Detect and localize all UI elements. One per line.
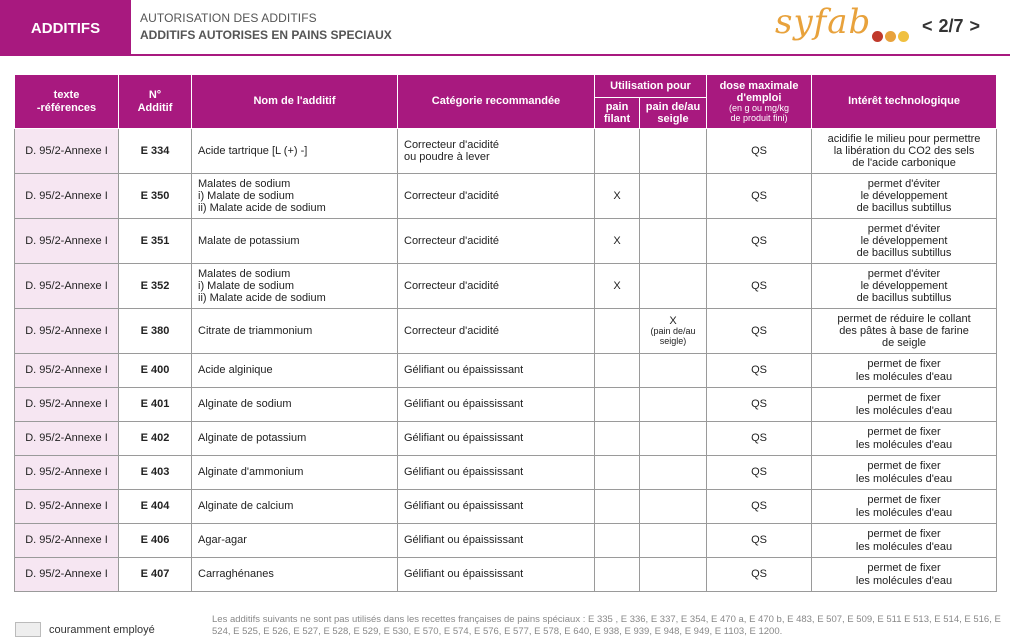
- cell-dose: QS: [707, 309, 812, 354]
- cell-pain-seigle: [640, 129, 707, 174]
- header-dose-title: dose maximale d'emploi: [719, 79, 799, 104]
- cell-name: Alginate d'ammonium: [192, 456, 398, 490]
- pager: [922, 16, 980, 37]
- cell-number: E 401: [119, 388, 192, 422]
- logo-dots: [872, 31, 909, 42]
- cell-interet: permet de fixer les molécules d'eau: [812, 524, 997, 558]
- cell-pain-seigle: [640, 354, 707, 388]
- cell-ref: D. 95/2-Annexe I: [15, 264, 119, 309]
- cell-pain-seigle: [640, 264, 707, 309]
- cell-name: Carraghénanes: [192, 558, 398, 592]
- cell-category: Correcteur d'acidité: [398, 219, 595, 264]
- cell-number: E 406: [119, 524, 192, 558]
- syfab-logo: syfab: [775, 2, 872, 42]
- breadcrumb-line-2: ADDITIFS AUTORISES EN PAINS SPECIAUX: [140, 28, 392, 42]
- cell-pain-filant: [595, 388, 640, 422]
- cell-ref: D. 95/2-Annexe I: [15, 129, 119, 174]
- section-title: ADDITIFS: [0, 0, 131, 56]
- table-row: [15, 129, 997, 174]
- cell-category: Gélifiant ou épaississant: [398, 456, 595, 490]
- cell-dose: QS: [707, 490, 812, 524]
- cell-category: Gélifiant ou épaississant: [398, 388, 595, 422]
- cell-category: Correcteur d'acidité: [398, 309, 595, 354]
- cell-dose: QS: [707, 422, 812, 456]
- cell-category: Gélifiant ou épaississant: [398, 524, 595, 558]
- table-row: [15, 309, 997, 354]
- cell-number: E 403: [119, 456, 192, 490]
- table-row: [15, 524, 997, 558]
- cell-name: Alginate de potassium: [192, 422, 398, 456]
- table-row: [15, 422, 997, 456]
- cell-pain-filant: X: [595, 264, 640, 309]
- cell-number: E 351: [119, 219, 192, 264]
- legend-label: couramment employé: [49, 623, 155, 636]
- cell-dose: QS: [707, 219, 812, 264]
- cell-interet: permet de fixer les molécules d'eau: [812, 456, 997, 490]
- cell-category: Correcteur d'acidité: [398, 264, 595, 309]
- cell-interet: permet de fixer les molécules d'eau: [812, 558, 997, 592]
- cell-number: E 350: [119, 174, 192, 219]
- cell-number: E 404: [119, 490, 192, 524]
- table-row: [15, 219, 997, 264]
- cell-ref: D. 95/2-Annexe I: [15, 524, 119, 558]
- cell-pain-filant: [595, 456, 640, 490]
- cell-number: E 334: [119, 129, 192, 174]
- header-dose-sub: (en g ou mg/kg de produit fini): [728, 102, 790, 123]
- table-row: [15, 456, 997, 490]
- cell-pain-seigle: [640, 422, 707, 456]
- cell-category: Gélifiant ou épaississant: [398, 490, 595, 524]
- cell-pain-filant: X: [595, 219, 640, 264]
- cell-pain-seigle: [640, 174, 707, 219]
- cell-name: Acide alginique: [192, 354, 398, 388]
- header-num: N° Additif: [119, 75, 192, 129]
- cell-interet: permet de fixer les molécules d'eau: [812, 388, 997, 422]
- cell-pain-filant: X: [595, 174, 640, 219]
- cell-pain-seigle: [640, 558, 707, 592]
- cell-pain-seigle: [640, 490, 707, 524]
- breadcrumb-line-1: AUTORISATION DES ADDITIFS: [140, 11, 317, 25]
- cell-interet: permet d'éviter le développement de bacillus subtillus: [812, 174, 997, 219]
- table-row: [15, 490, 997, 524]
- cell-interet: permet de fixer les molécules d'eau: [812, 422, 997, 456]
- cell-dose: QS: [707, 174, 812, 219]
- cell-dose: QS: [707, 129, 812, 174]
- cell-interet: permet de fixer les molécules d'eau: [812, 354, 997, 388]
- cell-dose: QS: [707, 354, 812, 388]
- cell-pain-filant: [595, 524, 640, 558]
- cell-pain-filant: [595, 129, 640, 174]
- table-row: [15, 174, 997, 219]
- cell-pain-seigle: [640, 456, 707, 490]
- cell-category: Correcteur d'acidité ou poudre à lever: [398, 129, 595, 174]
- cell-dose: QS: [707, 264, 812, 309]
- header-category: Catégorie recommandée: [398, 75, 595, 129]
- cell-interet: permet de fixer les molécules d'eau: [812, 490, 997, 524]
- cell-name: Malate de potassium: [192, 219, 398, 264]
- cell-pain-seigle: [640, 309, 707, 354]
- cell-ref: D. 95/2-Annexe I: [15, 354, 119, 388]
- header-pain-filant: pain filant: [595, 98, 640, 129]
- cell-pain-filant: [595, 309, 640, 354]
- header-ref: texte -références: [15, 75, 119, 129]
- cell-category: Gélifiant ou épaississant: [398, 422, 595, 456]
- cell-dose: QS: [707, 456, 812, 490]
- cell-name: Alginate de calcium: [192, 490, 398, 524]
- header-interet: Intérêt technologique: [812, 75, 997, 129]
- page-indicator: 2/7: [938, 16, 964, 36]
- cell-ref: D. 95/2-Annexe I: [15, 490, 119, 524]
- cell-name: Acide tartrique [L (+) -]: [192, 129, 398, 174]
- header-name: Nom de l'additif: [192, 75, 398, 129]
- cell-pain-filant: [595, 422, 640, 456]
- table-row: [15, 388, 997, 422]
- cell-seigle-mark: X: [669, 315, 677, 328]
- cell-pain-seigle: [640, 524, 707, 558]
- cell-number: E 380: [119, 309, 192, 354]
- legend-swatch: [15, 622, 41, 637]
- cell-interet: permet de réduire le collant des pâtes à base de farine de seigle: [812, 309, 997, 354]
- cell-ref: D. 95/2-Annexe I: [15, 422, 119, 456]
- cell-number: E 407: [119, 558, 192, 592]
- cell-number: E 402: [119, 422, 192, 456]
- cell-pain-seigle: [640, 219, 707, 264]
- cell-interet: acidifie le milieu pour permettre la libération du CO2 des sels de l'acide carbonique: [812, 129, 997, 174]
- page-header: [0, 0, 1010, 56]
- table-body: [15, 129, 997, 592]
- cell-name: Citrate de triammonium: [192, 309, 398, 354]
- cell-category: Gélifiant ou épaississant: [398, 354, 595, 388]
- cell-number: E 352: [119, 264, 192, 309]
- cell-pain-filant: [595, 558, 640, 592]
- cell-pain-filant: [595, 354, 640, 388]
- cell-name: Alginate de sodium: [192, 388, 398, 422]
- cell-category: Correcteur d'acidité: [398, 174, 595, 219]
- next-page-button[interactable]: >: [969, 16, 981, 36]
- legend: [15, 622, 155, 637]
- cell-category: Gélifiant ou épaississant: [398, 558, 595, 592]
- footnote: Les additifs suivants ne sont pas utilisés dans les recettes françaises de pains spéciaux : E 335 , E 336, E 337, E 354, E 470 a, E 470 b, E 483, E 507, E 509, E 511 E 513, E 514, E 516, E 524, E 525, E 526, E 527, E 528, E 529, E 530, E 570, E 574, E 576, E 577, E 578, E 640, E 938, E 939, E 948, E 949, E 1103, E 1200.: [212, 614, 1001, 637]
- cell-name: Malates de sodium i) Malate de sodium ii) Malate acide de sodium: [192, 174, 398, 219]
- header-pain-seigle: pain de/au seigle: [640, 98, 707, 129]
- cell-name: Agar-agar: [192, 524, 398, 558]
- cell-seigle-note: (pain de/au seigle): [650, 326, 696, 347]
- cell-number: E 400: [119, 354, 192, 388]
- cell-interet: permet d'éviter le développement de bacillus subtillus: [812, 219, 997, 264]
- header-usage: Utilisation pour: [595, 75, 707, 98]
- cell-dose: QS: [707, 524, 812, 558]
- cell-pain-filant: [595, 490, 640, 524]
- cell-dose: QS: [707, 558, 812, 592]
- cell-pain-seigle: [640, 388, 707, 422]
- cell-ref: D. 95/2-Annexe I: [15, 388, 119, 422]
- cell-ref: D. 95/2-Annexe I: [15, 558, 119, 592]
- logo-dot-icon: [885, 31, 896, 42]
- additives-table: [14, 74, 997, 592]
- cell-ref: D. 95/2-Annexe I: [15, 219, 119, 264]
- logo-dot-icon: [898, 31, 909, 42]
- table-row: [15, 264, 997, 309]
- cell-ref: D. 95/2-Annexe I: [15, 309, 119, 354]
- table-row: [15, 354, 997, 388]
- logo-dot-icon: [872, 31, 883, 42]
- prev-page-button[interactable]: <: [922, 16, 933, 36]
- header-dose: [707, 75, 812, 129]
- cell-ref: D. 95/2-Annexe I: [15, 174, 119, 219]
- cell-name: Malates de sodium i) Malate de sodium ii) Malate acide de sodium: [192, 264, 398, 309]
- cell-dose: QS: [707, 388, 812, 422]
- table-row: [15, 558, 997, 592]
- cell-interet: permet d'éviter le développement de bacillus subtillus: [812, 264, 997, 309]
- cell-ref: D. 95/2-Annexe I: [15, 456, 119, 490]
